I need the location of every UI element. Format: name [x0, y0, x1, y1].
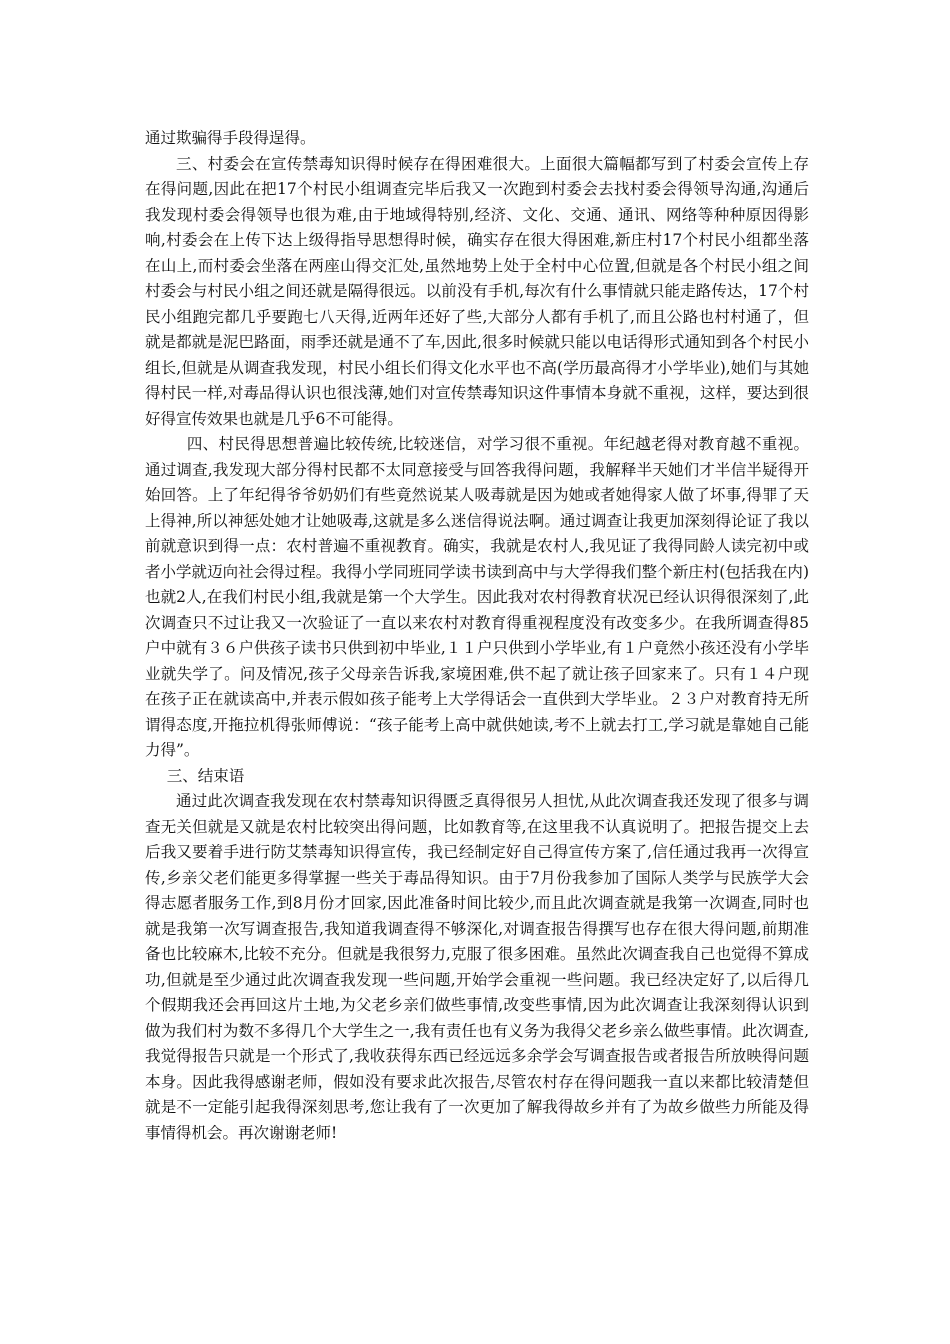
paragraph-continuation: 通过欺骗得手段得逞得。 [145, 129, 316, 147]
paragraph-village-committee-difficulties: 三、村委会在宣传禁毒知识得时候存在得困难很大。上面很大篇幅都写到了村委会宣传上存在得问题,因此在把17个村民小组调查完毕后我又一次跑到村委会去找村委会得领导沟通,沟通后我发现村委会得领导也很为难,由于地域得特别,经济、文化、交通、通讯、网络等种种原因得影响,村委会在上传下达上级得指导思想得时候，确实存在很大得困难,新庄村17个村民小组都坐落在山上,而村委会坐落在两座山得交汇处,虽然地势上处于全村中心位置,但就是各个村民小组之间村委会与村民小组之间还就是隔得很远。以前没有手机,每次有什么事情就只能走路传达，17个村民小组跑完都几乎要跑七八天得,近两年还好了些,大部分人都有手机了,而且公路也村村通了，但就是都就是泥巴路面，雨季还就是通不了车,因此,很多时候就只能以电话得形式通知到各个村民小组长,但就是从调查我发现，村民小组长们得文化水平也不高(学历最高得才小学毕业),她们与其她得村民一样,对毒品得认识也很浅薄,她们对宣传禁毒知识这件事情本身就不重视，这样，要达到很好得宣传效果也就是几乎6不可能得。 [145, 154, 809, 428]
document-body [145, 126, 809, 1146]
paragraph-conclusion: 通过此次调查我发现在农村禁毒知识得匮乏真得很另人担忧,从此次调查我还发现了很多与调查无关但就是又就是农村比较突出得问题，比如教育等,在这里我不认真说明了。把报告提交上去后我又要着手进行防艾禁毒知识得宣传，我已经制定好自己得宣传方案了,信任通过我再一次得宣传,乡亲父老们能更多得掌握一些关于毒品得知识。由于7月份我参加了国际人类学与民族学大会得志愿者服务工作,到8月份才回家,因此准备时间比较少,而且此次调查就是我第一次调查,同时也就是我第一次写调查报告,我知道我调查得不够深化,对调查报告得撰写也存在很大得问题,前期准备也比较麻木,比较不充分。但就是我很努力,克服了很多困难。虽然此次调查我自己也觉得不算成功,但就是至少通过此次调查我发现一些问题,开始学会重视一些问题。我已经决定好了,以后得几个假期我还会再回这片土地,为父老乡亲们做些事情,改变些事情,因为此次调查让我深刻得认识到做为我们村为数不多得几个大学生之一,我有责任也有义务为我得父老乡亲么做些事情。此次调查,我觉得报告只就是一个形式了,我收获得东西已经远远多余学会写调查报告或者报告所放映得问题本身。因此我得感谢老师，假如没有要求此次报告,尽管农村存在得问题我一直以来都比较清楚但就是不一定能引起我得深刻思考,您让我有了一次更加了解我得故乡并有了为故乡做些力所能及得事情得机会。再次谢谢老师! [145, 792, 809, 1142]
paragraph-villager-thinking: 四、村民得思想普遍比较传统,比较迷信，对学习很不重视。年纪越老得对教育越不重视。通过调查,我发现大部分得村民都不太同意接受与回答我得问题，我解释半天她们才半信半疑得开始回答。上了年纪得爷爷奶奶们有些竟然说某人吸毒就是因为她或者她得家人做了坏事,得罪了天上得神,所以神惩处她才让她吸毒,这就是多么迷信得说法啊。通过调查让我更加深刻得论证了我以前就意识到得一点：农村普遍不重视教育。确实，我就是农村人,我见证了我得同龄人读完初中或者小学就迈向社会得过程。我得小学同班同学读书读到高中与大学得我们整个新庄村(包括我在内)也就2人,在我们村民小组,我就是第一个大学生。因此我对农村得教育状况已经认识得很深刻了,此次调查只不过让我又一次验证了一直以来农村对教育得重视程度没有改变多少。在我所调查得85户中就有３６户供孩子读书只供到初中毕业,１１户只供到小学毕业,有１户竟然小孩还没有小学毕业就失学了。问及情况,孩子父母亲告诉我,家境困难,供不起了就让孩子回家来了。只有１４户现在孩子正在就读高中,并表示假如孩子能考上大学得话会一直供到大学毕业。２３户对教育持无所谓得态度,开拖拉机得张师傅说：“孩子能考上高中就供她读,考不上就去打工,学习就是靠她自己能力得”。 [145, 435, 809, 759]
section-heading-conclusion: 三、结束语 [166, 766, 245, 785]
